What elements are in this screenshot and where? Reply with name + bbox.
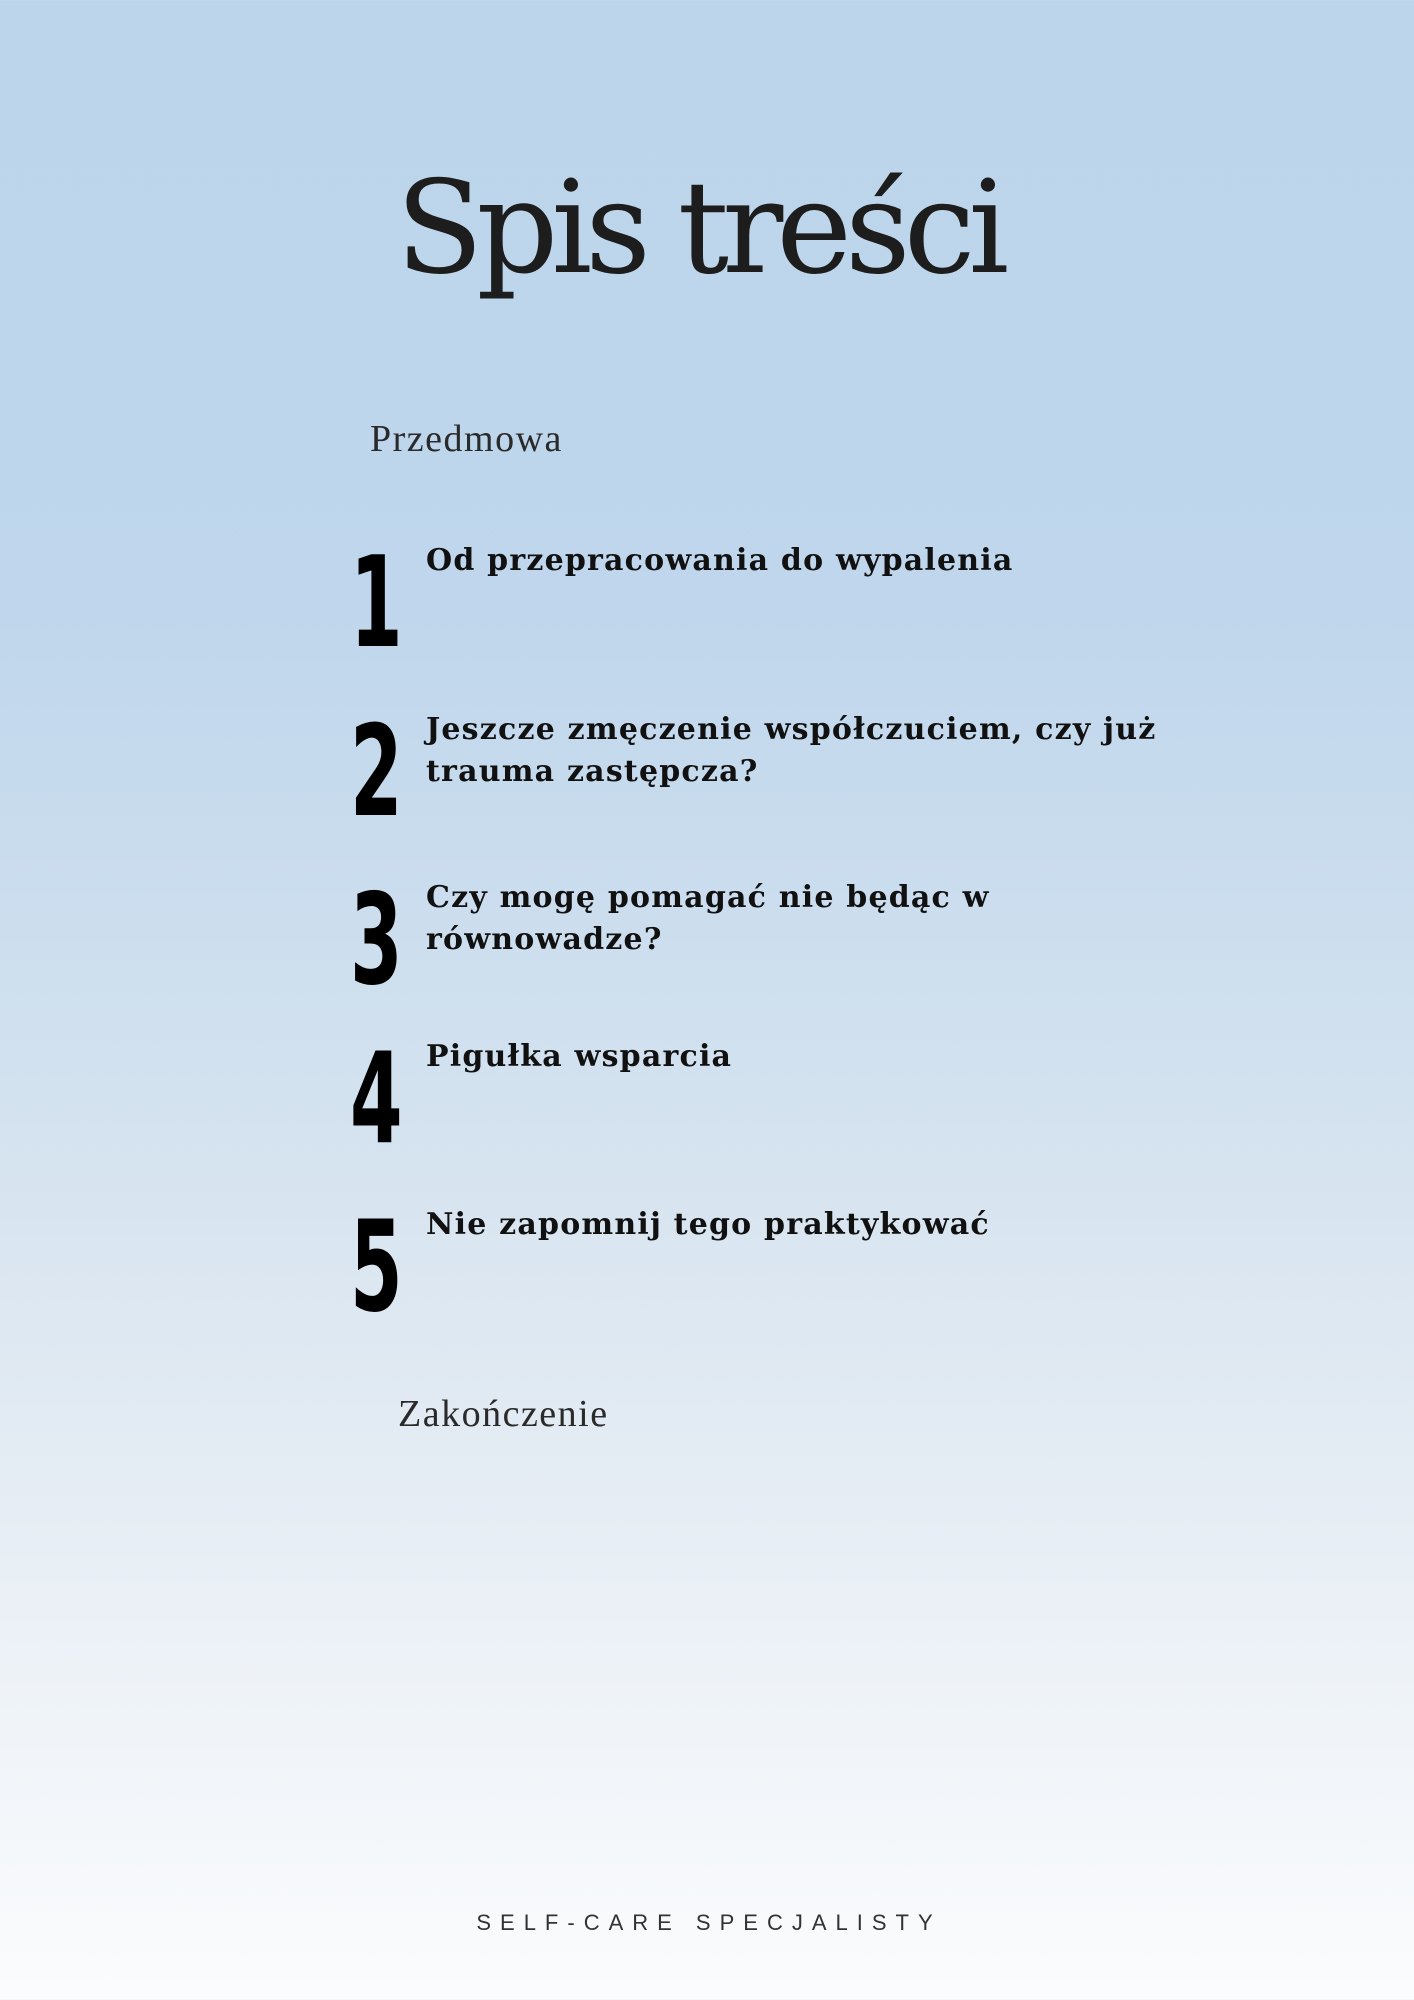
toc-entry-number: 4: [350, 1025, 402, 1172]
toc-entry-number: 1: [350, 529, 402, 676]
toc-conclusion[interactable]: Zakończenie: [398, 1393, 609, 1435]
footer-brand: SELF-CARE SPECJALISTY: [476, 1910, 942, 1935]
toc-entry-number: 3: [350, 866, 402, 1013]
toc-entry-number: 2: [350, 698, 402, 845]
toc-entry-2[interactable]: [350, 698, 1250, 845]
toc-entry-5[interactable]: [350, 1193, 1250, 1340]
toc-entry-title: Nie zapomnij tego praktykować: [426, 1207, 990, 1242]
page-title: Spis treści: [395, 154, 1003, 303]
toc-entry-number: 5: [350, 1193, 402, 1340]
toc-entry-title: Od przepracowania do wypalenia: [426, 543, 1014, 578]
toc-entry-title: Czy mogę pomagać nie będąc w równowadze?: [426, 880, 990, 957]
toc-preface[interactable]: Przedmowa: [370, 418, 563, 460]
toc-entry-title: Pigułka wsparcia: [426, 1039, 733, 1074]
toc-entry-1[interactable]: [350, 529, 1250, 676]
toc-entry-title: Jeszcze zmęczenie współczuciem, czy już trauma zastępcza?: [426, 712, 1157, 789]
toc-entry-4[interactable]: [350, 1025, 1250, 1172]
toc-entry-3[interactable]: [350, 866, 1250, 1013]
